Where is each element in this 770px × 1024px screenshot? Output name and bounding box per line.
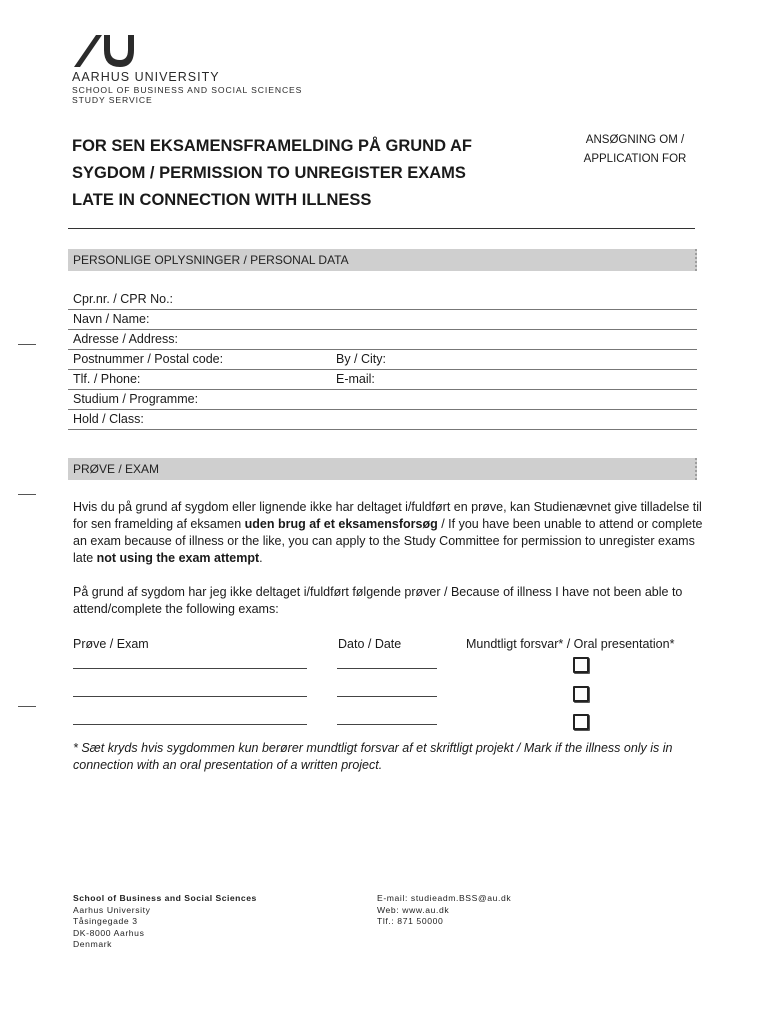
oral-checkbox-3[interactable] <box>573 714 589 730</box>
footer-street: Tåsingegade 3 <box>73 916 138 926</box>
programme-field[interactable] <box>68 390 697 410</box>
footer-email: E-mail: studieadm.BSS@au.dk <box>377 893 512 903</box>
name-field[interactable] <box>68 310 697 330</box>
intro-text-3: . <box>259 551 263 565</box>
postal-city-row[interactable] <box>68 350 697 370</box>
footer-phone: Tlf.: 871 50000 <box>377 916 444 926</box>
fold-mark-3 <box>18 706 36 707</box>
aarhus-university-logo-icon <box>72 34 136 68</box>
fold-mark-1 <box>18 344 36 345</box>
phone-email-row[interactable] <box>68 370 697 390</box>
class-label: Hold / Class: <box>73 412 144 426</box>
intro-text-1: Hvis du på grund af sygdom eller lignende ikke har deltaget i/fuldført en prøve, kan Studienævnet give tilladelse til for sen framelding af eksamen <box>73 500 702 531</box>
exam-date-line-1[interactable] <box>337 668 437 669</box>
programme-label: Studium / Programme: <box>73 392 199 406</box>
col-oral-header: Mundtligt forsvar* / Oral presentation* <box>466 637 675 651</box>
exam-date-line-2[interactable] <box>337 696 437 697</box>
cpr-label: Cpr.nr. / CPR No.: <box>73 292 174 306</box>
intro-bold-1: uden brug af et eksamensforsøg <box>244 517 438 531</box>
title-line-1: FOR SEN EKSAMENSFRAMELDING PÅ GRUND AF <box>72 137 472 155</box>
exam-date-line-3[interactable] <box>337 724 437 725</box>
form-title <box>72 133 542 214</box>
class-field[interactable] <box>68 410 697 430</box>
footer-contact <box>377 893 511 928</box>
university-name: AARHUS UNIVERSITY <box>72 70 220 84</box>
exam-name-line-3[interactable] <box>73 724 307 725</box>
fold-mark-2 <box>18 494 36 495</box>
application-label-1: ANSØGNING OM / <box>585 134 685 146</box>
intro-bold-2: not using the exam attempt <box>96 551 260 565</box>
footer-zip: DK-8000 Aarhus <box>73 927 145 938</box>
name-label: Navn / Name: <box>73 312 150 326</box>
city-label: By / City: <box>336 352 387 366</box>
application-label-2: APPLICATION FOR <box>583 153 687 165</box>
section-personal-data: PERSONLIGE OPLYSNINGER / PERSONAL DATA <box>68 249 697 271</box>
exam-name-line-2[interactable] <box>73 696 307 697</box>
service-name: STUDY SERVICE <box>72 95 153 105</box>
col-date-header: Dato / Date <box>338 637 402 651</box>
email-label: E-mail: <box>336 372 375 386</box>
school-name: SCHOOL OF BUSINESS AND SOCIAL SCIENCES <box>72 85 303 95</box>
title-divider <box>68 228 695 229</box>
title-line-2: SYGDOM / PERMISSION TO UNREGISTER EXAMS <box>72 164 466 182</box>
oral-presentation-note: * Sæt kryds hvis sygdommen kun berører mundtligt forsvar af et skriftligt projekt / Mark if the illness only is in connection with an oral presentation of a written project. <box>73 741 673 772</box>
footer-school: School of Business and Social Sciences <box>73 893 257 903</box>
footer-address <box>73 893 257 951</box>
oral-checkbox-2[interactable] <box>573 686 589 702</box>
exam-list-intro: På grund af sygdom har jeg ikke deltaget i/fuldført følgende prøver / Because of illness I have not been able to attend/complete the following exams: <box>73 585 683 616</box>
address-label: Adresse / Address: <box>73 332 178 346</box>
address-field[interactable] <box>68 330 697 350</box>
footer-country: Denmark <box>73 939 113 949</box>
exam-intro-paragraph <box>73 499 703 567</box>
postal-label: Postnummer / Postal code: <box>73 352 224 366</box>
section-exam: PRØVE / EXAM <box>68 458 697 480</box>
footer-web: Web: www.au.dk <box>377 904 450 915</box>
cpr-field[interactable] <box>68 290 697 310</box>
footer-university: Aarhus University <box>73 904 151 915</box>
intro-text-2: / If you have been unable to attend or complete an exam because of illness or the like, you can apply to the Study Committee for permission to unregister exams late <box>73 517 703 565</box>
exam-name-line-1[interactable] <box>73 668 307 669</box>
col-exam-header: Prøve / Exam <box>73 637 149 651</box>
phone-label: Tlf. / Phone: <box>73 372 141 386</box>
oral-checkbox-1[interactable] <box>573 657 589 673</box>
title-line-3: LATE IN CONNECTION WITH ILLNESS <box>72 191 372 209</box>
